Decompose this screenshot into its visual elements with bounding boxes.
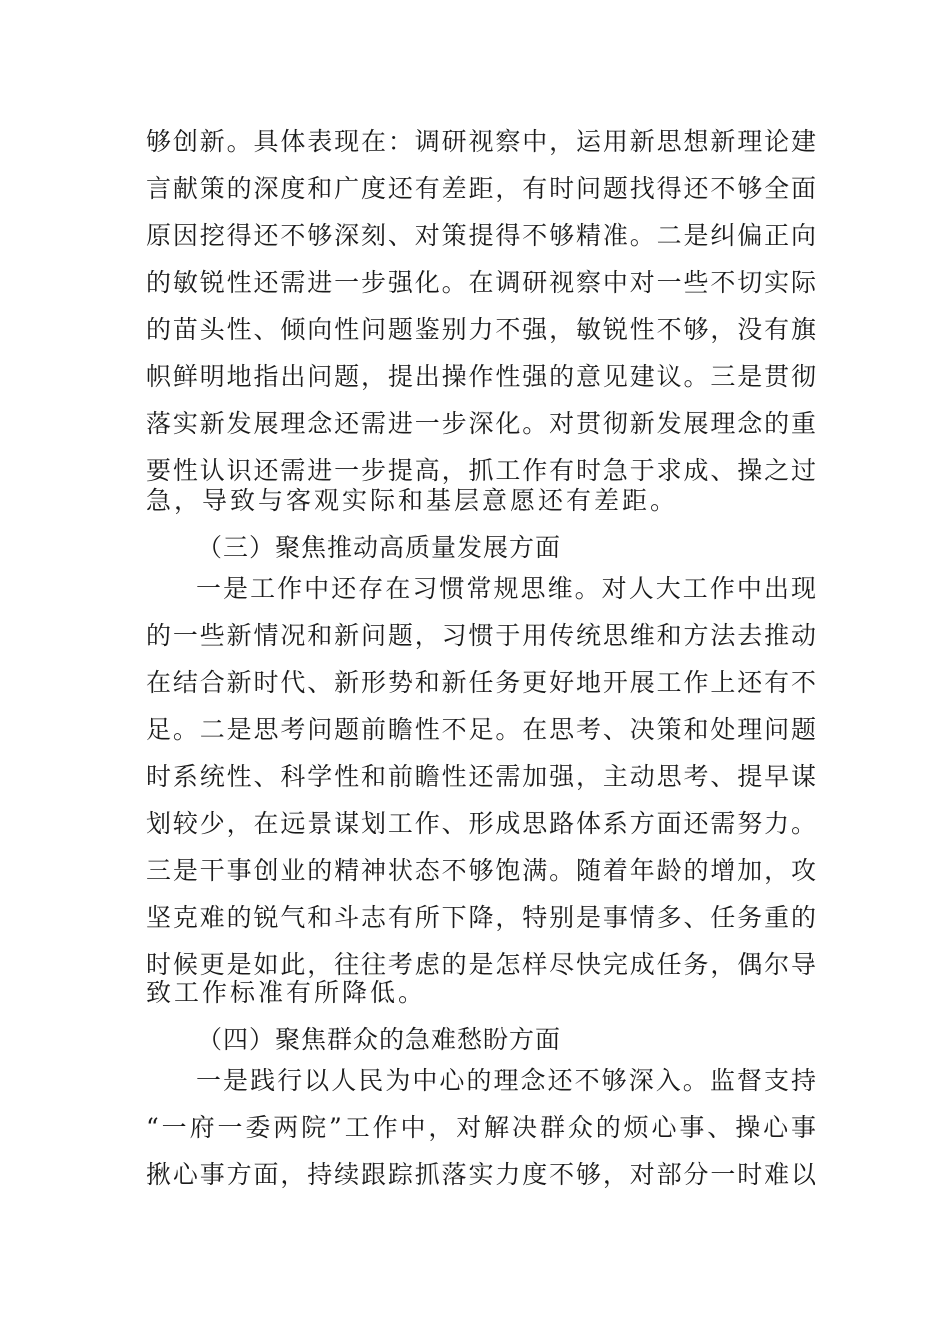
paragraph-line: 的苗头性、倾向性问题鉴别力不强，敏锐性不够，没有旗 [146,315,816,344]
paragraph-line: 帜鲜明地指出问题，提出操作性强的意见建议。三是贯彻 [146,362,816,391]
paragraph-line: 够创新。具体表现在：调研视察中，运用新思想新理论建 [146,127,816,156]
paragraph-line: 一是工作中还存在习惯常规思维。对人大工作中出现 [196,574,816,603]
paragraph-line: 足。二是思考问题前瞻性不足。在思考、决策和处理问题 [146,715,816,744]
section-heading-4: （四）聚焦群众的急难愁盼方面 [197,1025,562,1054]
paragraph-line: 一是践行以人民为中心的理念还不够深入。监督支持 [196,1066,816,1095]
paragraph-line: 致工作标准有所降低。 [146,978,427,1007]
paragraph-line: 要性认识还需进一步提高，抓工作有时急于求成、操之过 [146,456,816,485]
section-heading-3: （三）聚焦推动高质量发展方面 [197,533,562,562]
paragraph-line: 落实新发展理念还需进一步深化。对贯彻新发展理念的重 [146,409,816,438]
paragraph-line: “一府一委两院”工作中，对解决群众的烦心事、操心事 [146,1113,816,1142]
paragraph-line: 在结合新时代、新形势和新任务更好地开展工作上还有不 [146,668,816,697]
paragraph-line: 原因挖得还不够深刻、对策提得不够精准。二是纠偏正向 [146,221,816,250]
paragraph-line: 时候更是如此，往往考虑的是怎样尽快完成任务，偶尔导 [146,950,816,979]
paragraph-line: 三是干事创业的精神状态不够饱满。随着年龄的增加，攻 [146,856,816,885]
paragraph-line: 揪心事方面，持续跟踪抓落实力度不够，对部分一时难以 [146,1160,816,1189]
paragraph-line: 的一些新情况和新问题，习惯于用传统思维和方法去推动 [146,621,816,650]
paragraph-line: 的敏锐性还需进一步强化。在调研视察中对一些不切实际 [146,268,816,297]
paragraph-line: 坚克难的锐气和斗志有所下降，特别是事情多、任务重的 [146,903,816,932]
paragraph-line: 言献策的深度和广度还有差距，有时问题找得还不够全面 [146,174,816,203]
paragraph-line: 时系统性、科学性和前瞻性还需加强，主动思考、提早谋 [146,762,816,791]
paragraph-line: 划较少，在远景谋划工作、形成思路体系方面还需努力。 [146,809,816,838]
paragraph-line: 急，导致与客观实际和基层意愿还有差距。 [146,486,679,515]
